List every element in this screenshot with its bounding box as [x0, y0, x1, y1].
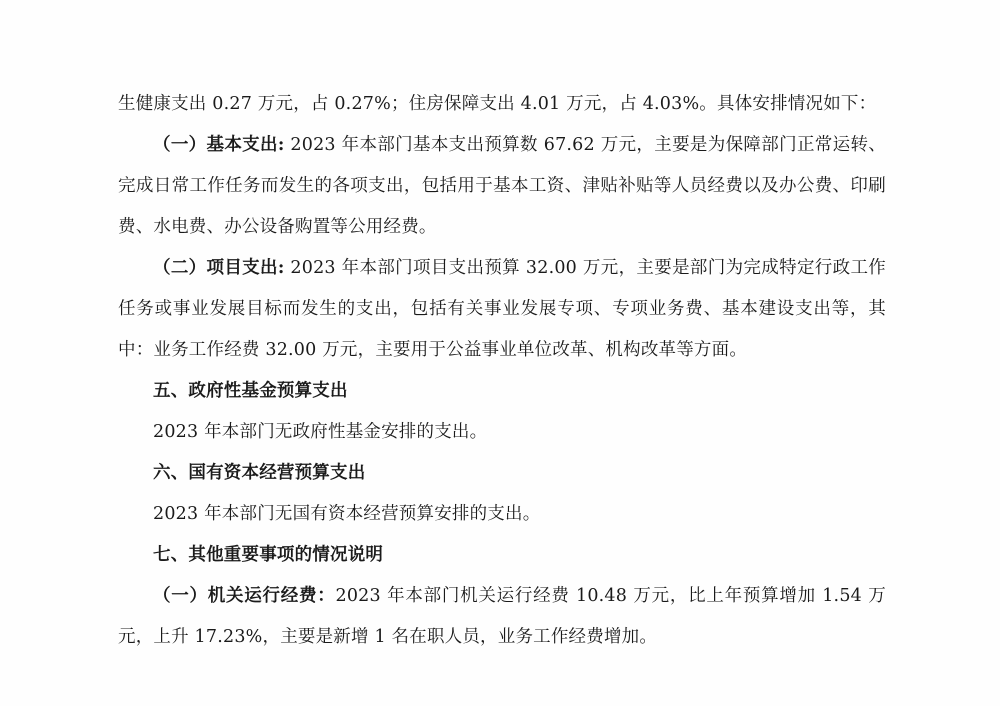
paragraph-project-expenditure: [118, 248, 886, 371]
paragraph-agency-operating-expenses-text: 2023 年本部门机关运行经费 10.48 万元，比上年预算增加 1.54 万元，上升 17.23%，主要是新增 1 名在职人员，业务工作经费增加。: [118, 586, 886, 647]
paragraph-basic-expenditure-text: 2023 年本部门基本支出预算数 67.62 万元，主要是为保障部门正常运转、完成日常工作任务而发生的各项支出，包括用于基本工资、津贴补贴等人员经费以及办公费、印刷费、水电费、办公设备购置等公用经费。: [118, 135, 886, 237]
paragraph-continued-expenditure: 生健康支出 0.27 万元，占 0.27%；住房保障支出 4.01 万元，占 4.03%。具体安排情况如下：: [118, 94, 877, 114]
paragraph-state-capital: 2023 年本部门无国有资本经营预算安排的支出。: [153, 504, 541, 524]
paragraph-agency-operating-expenses: [118, 576, 886, 658]
heading-other-matters: 七、其他重要事项的情况说明: [153, 545, 384, 565]
paragraph-project-expenditure-lead: （二）项目支出:: [153, 258, 285, 278]
document-body: [118, 84, 886, 658]
paragraph-agency-operating-expenses-lead: （一）机关运行经费：: [153, 586, 336, 606]
heading-government-fund: 五、政府性基金预算支出: [153, 381, 348, 401]
paragraph-project-expenditure-text: 2023 年本部门项目支出预算 32.00 万元，主要是部门为完成特定行政工作任务或事业发展目标而发生的支出，包括有关事业发展专项、专项业务费、基本建设支出等，其中：业务工作经费 32.00 万元，主要用于公益事业单位改革、机构改革等方面。: [118, 258, 886, 360]
paragraph-basic-expenditure-lead: （一）基本支出:: [153, 135, 285, 155]
heading-state-capital: 六、国有资本经营预算支出: [153, 463, 366, 483]
paragraph-basic-expenditure: [118, 125, 886, 248]
paragraph-government-fund: 2023 年本部门无政府性基金安排的支出。: [153, 422, 488, 442]
